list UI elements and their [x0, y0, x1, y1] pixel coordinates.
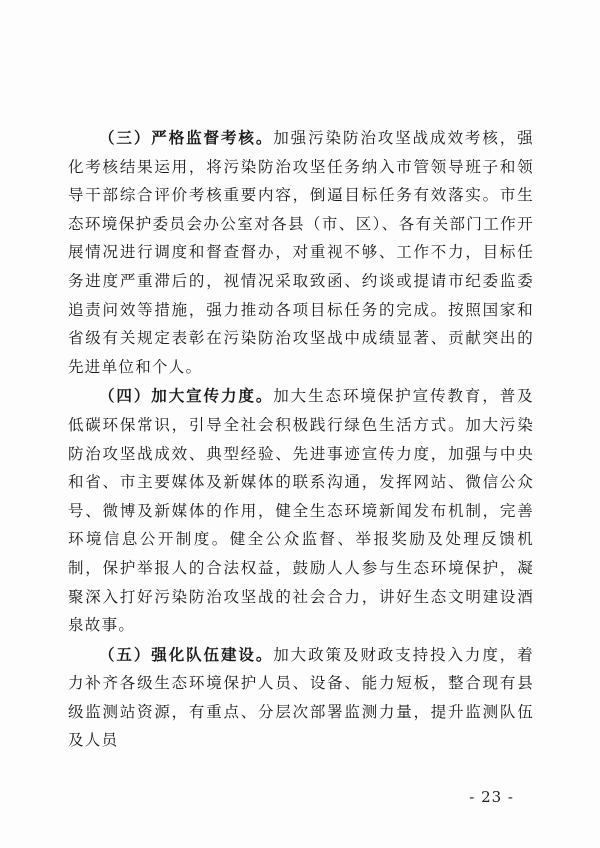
paragraph-team-building [68, 641, 534, 755]
paragraph-publicity [68, 382, 534, 639]
paragraph-text: 加强污染防治攻坚战成效考核，强化考核结果运用，将污染防治攻坚任务纳入市管领导班子和领导干部综合评价考核重要内容，倒逼目标任务有效落实。市生态环境保护委员会办公室对各县（市、区）、各有关部门工作开展情况进行调度和督查督办，对重视不够、工作不力，目标任务进度严重滞后的，视情况采取致函、约谈或提请市纪委监委追责问效等措施，强力推动各项目标任务的完成。按照国家和省级有关规定表彰在污染防治攻坚战中成绩显著、贡献突出的先进单位和个人。 [68, 129, 534, 376]
paragraph-text: 加大政策及财政支持投入力度，着力补齐各级生态环境保护人员、设备、能力短板，整合现有县级监测站资源，有重点、分层次部署监测力量，提升监测队伍及人员 [68, 645, 534, 750]
page-number: - 23 - [469, 788, 514, 806]
paragraph-heading: （五）强化队伍建设。 [99, 644, 274, 664]
paragraph-supervision [68, 124, 534, 381]
paragraph-heading: （三）严格监督考核。 [99, 128, 274, 147]
document-body [68, 124, 534, 755]
paragraph-heading: （四）加大宣传力度。 [99, 386, 274, 406]
paragraph-text: 加大生态环境保护宣传教育，普及低碳环保常识，引导全社会积极践行绿色生活方式。加大污染防治攻坚战成效、典型经验、先进事迹宣传力度，加强与中央和省、市主要媒体及新媒体的联系沟通，发挥网站、微信公众号、微博及新媒体的作用，健全生态环境新闻发布机制，完善环境信息公开制度。健全公众监督、举报奖励及处理反馈机制，保护举报人的合法权益，鼓励人人参与生态环境保护，凝聚深入打好污染防治攻坚战的社会合力，讲好生态文明建设酒泉故事。 [68, 387, 534, 635]
